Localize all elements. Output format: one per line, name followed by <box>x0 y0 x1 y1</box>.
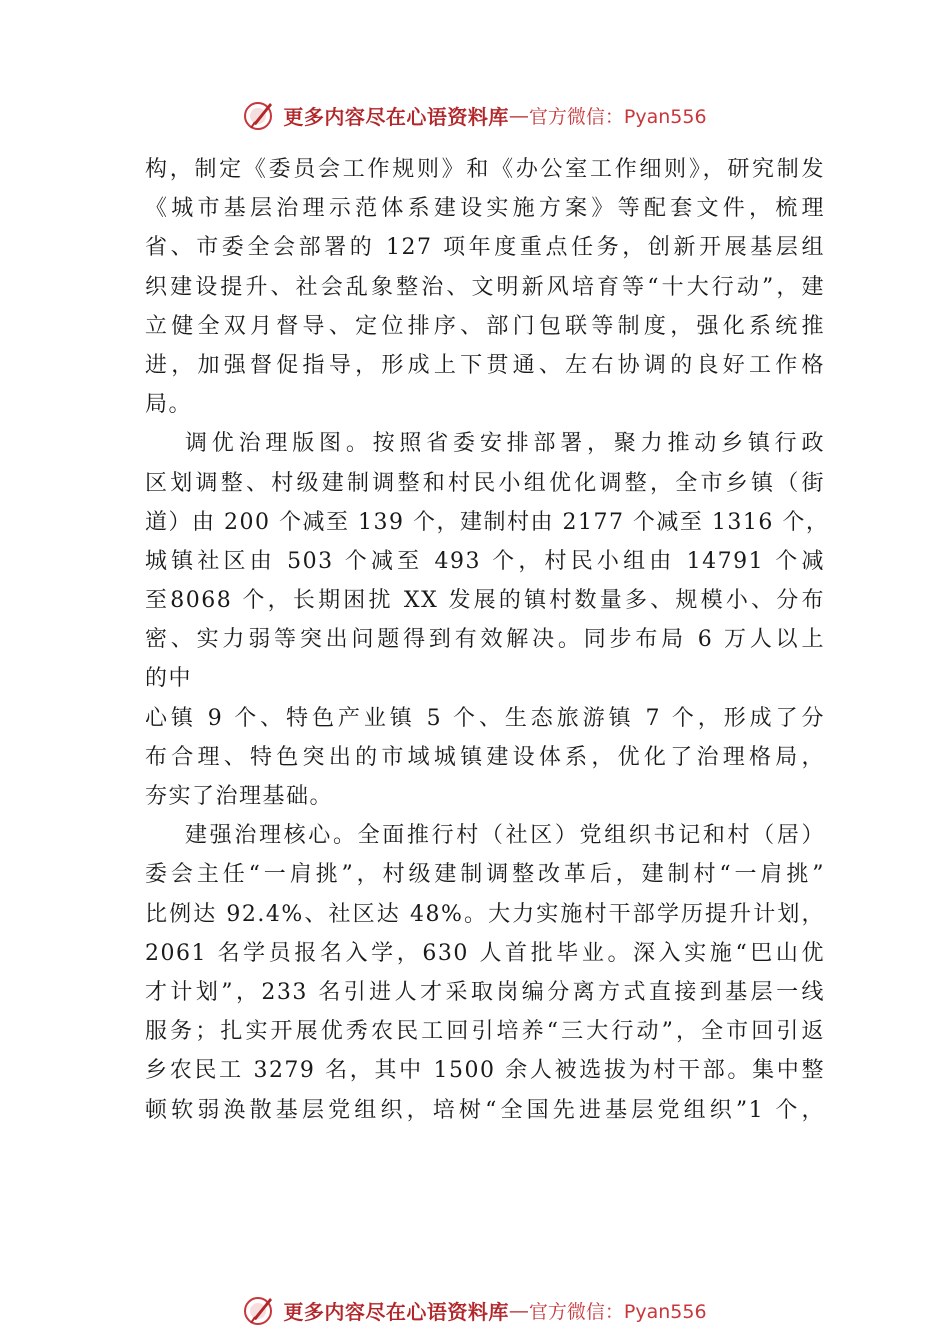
banner-separator: — <box>508 103 529 127</box>
banner-title: 更多内容尽在心语资料库 <box>283 1299 509 1324</box>
text-line: 心镇 9 个、特色产业镇 5 个、生态旅游镇 7 个，形成了分 <box>145 705 825 731</box>
text-line: 乡农民工 3279 名，其中 1500 余人被选拔为村干部。集中整 <box>145 1058 825 1084</box>
banner-contact: 官方微信：Pyan556 <box>528 1300 707 1323</box>
logo-quill-icon <box>243 1293 277 1327</box>
logo-quill-icon <box>243 98 277 132</box>
text-line: 密、实力弱等突出问题得到有效解决。同步布局 6 万人以上 <box>145 627 825 653</box>
text-line: 进，加强督促指导，形成上下贯通、左右协调的良好工作格 <box>145 352 825 378</box>
document-body <box>145 150 830 1130</box>
banner-contact: 官方微信：Pyan556 <box>528 105 707 128</box>
header-banner <box>0 95 950 135</box>
text-line: 织建设提升、社会乱象整治、文明新风培育等“十大行动”，建 <box>145 274 825 300</box>
text-line: 立健全双月督导、定位排序、部门包联等制度，强化系统推 <box>145 313 825 339</box>
text-line: 布合理、特色突出的市域城镇建设体系，优化了治理格局， <box>145 744 825 770</box>
paragraph-heading-line: 建强治理核心。全面推行村（社区）党组织书记和村（居） <box>185 823 825 849</box>
paragraph-heading-line: 调优治理版图。按照省委安排部署，聚力推动乡镇行政 <box>185 431 825 457</box>
banner-title: 更多内容尽在心语资料库 <box>283 104 509 129</box>
text-line: 至8068 个，长期困扰 XX 发展的镇村数量多、规模小、分布 <box>145 588 825 614</box>
text-line: 城镇社区由 503 个减至 493 个，村民小组由 14791 个减 <box>145 548 825 574</box>
text-line: 构，制定《委员会工作规则》和《办公室工作细则》，研究制发 <box>145 157 825 182</box>
footer-banner <box>0 1290 950 1330</box>
text-line: 省、市委全会部署的 127 项年度重点任务，创新开展基层组 <box>145 235 825 261</box>
text-line: 区划调整、村级建制调整和村民小组优化调整，全市乡镇（街 <box>145 470 825 496</box>
text-line: 《城市基层治理示范体系建设实施方案》等配套文件，梳理 <box>145 196 825 222</box>
text-line: 局。 <box>145 392 193 418</box>
text-line: 比例达 92.4%、社区达 48%。大力实施村干部学历提升计划， <box>145 901 825 927</box>
text-line: 道）由 200 个减至 139 个，建制村由 2177 个减至 1316 个， <box>145 509 830 535</box>
text-line: 顿软弱涣散基层党组织，培树“全国先进基层党组织”1 个， <box>145 1097 825 1123</box>
text-line: 服务；扎实开展优秀农民工回引培养“三大行动”，全市回引返 <box>145 1019 825 1045</box>
text-line: 才计划”，233 名引进人才采取岗编分离方式直接到基层一线 <box>145 979 825 1005</box>
banner-separator: — <box>508 1298 529 1322</box>
text-line: 夯实了治理基础。 <box>145 784 334 809</box>
text-line: 的中 <box>145 666 193 692</box>
text-line: 2061 名学员报名入学，630 人首批毕业。深入实施“巴山优 <box>145 940 825 966</box>
text-line: 委会主任“一肩挑”，村级建制调整改革后，建制村“一肩挑” <box>145 862 825 888</box>
